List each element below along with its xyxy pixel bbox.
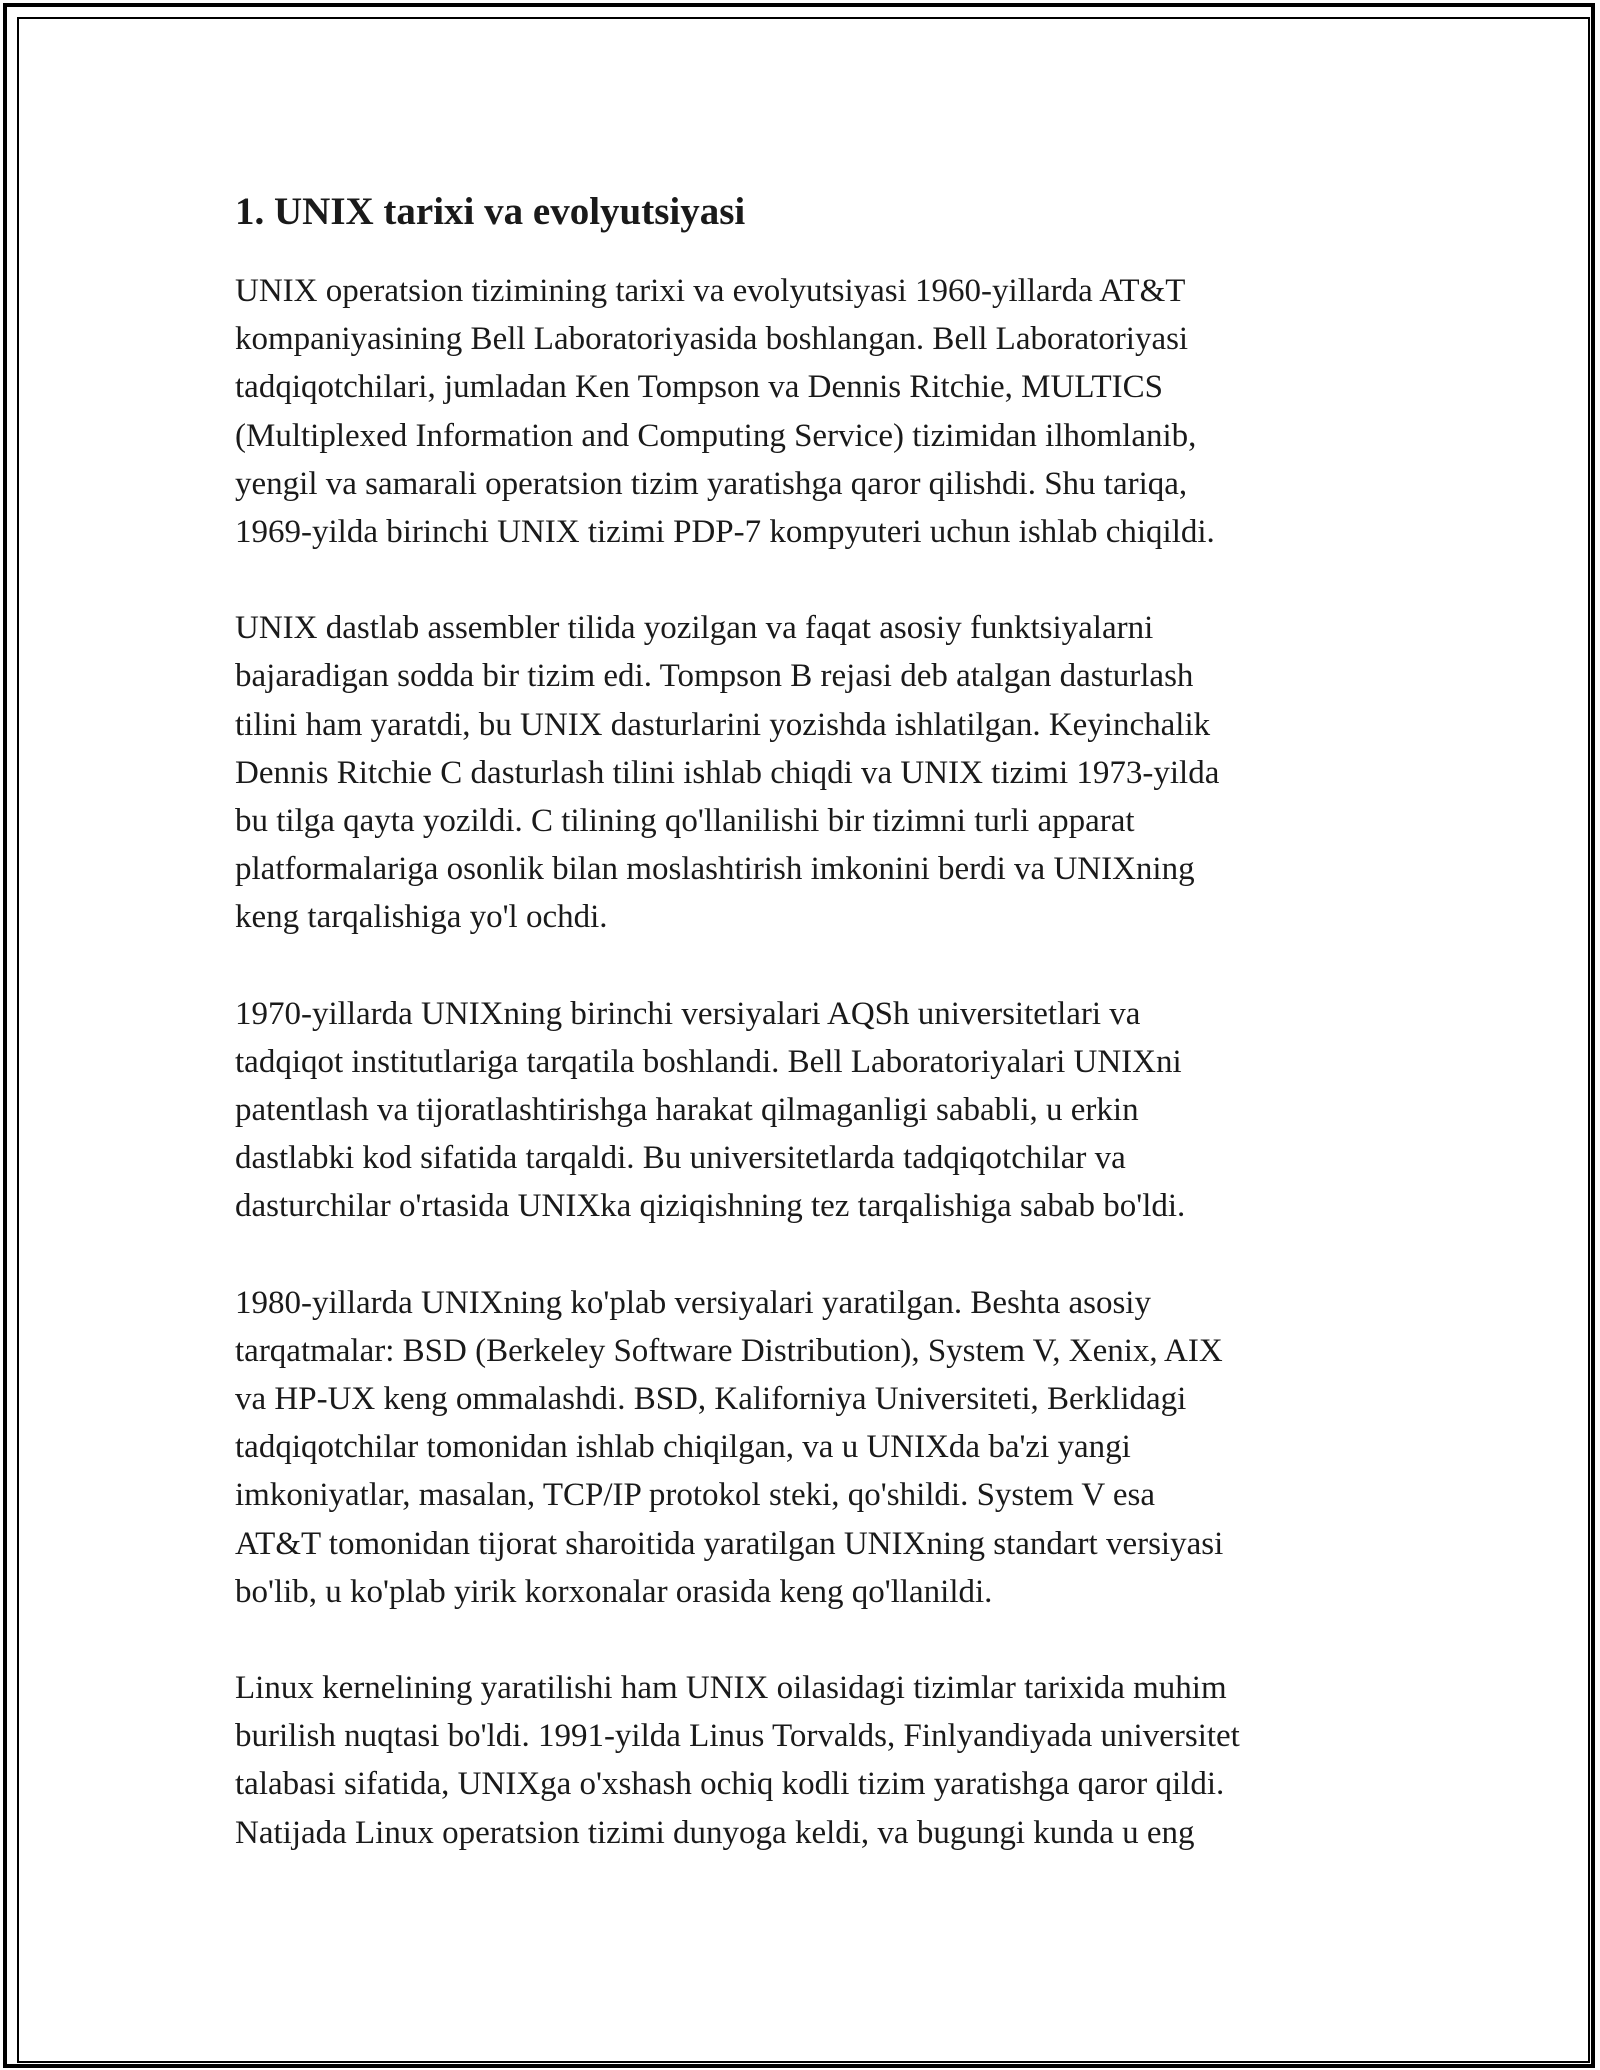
paragraph-4: 1980-yillarda UNIXning ko'plab versiyalari yaratilgan. Beshta asosiy tarqatmalar: BSD (Berkeley Software Distribution), System V, Xenix, AIX va HP-UX keng ommalashdi. BSD, Kaliforniya Universiteti, Berklidagi tadqiqotchilar tomonidan ishlab chiqilgan, va u UNIXda ba'zi yangi imkoniyatlar, masalan, TCP/IP protokol steki, qo'shildi. System V esa AT&T tomonidan tijorat sharoitida yaratilgan UNIXning standart versiyasi bo'lib, u ko'plab yirik korxonalar orasida keng qo'llanildi. xyxy=(235,1284,1224,1610)
paragraph-1: UNIX operatsion tizimining tarixi va evolyutsiyasi 1960-yillarda AT&T kompaniyasining Bell Laboratoriyasida boshlangan. Bell Laboratoriyasi tadqiqotchilari, jumladan Ken Tompson va Dennis Ritchie, MULTICS (Multiplexed Information and Computing Service) tizimidan ilhomlanib, yengil va samarali operatsion tizim yaratishga qaror qilishdi. Shu tariqa, 1969-yilda birinchi UNIX tizimi PDP-7 kompyuteri uchun ishlab chiqildi. xyxy=(235,273,1215,551)
paragraph-2: UNIX dastlab assembler tilida yozilgan va faqat asosiy funktsiyalarni bajaradigan sodda bir tizim edi. Tompson B rejasi deb atalgan dasturlash tilini ham yaratdi, bu UNIX dasturlarini yozishda ishlatilgan. Keyinchalik Dennis Ritchie C dasturlash tilini ishlab chiqdi va UNIX tizimi 1973-yilda bu tilga qayta yozildi. C tilining qo'llanilishi bir tizimni turli apparat platformalariga osonlik bilan moslashtirish imkonini berdi va UNIXning keng tarqalishiga yo'l ochdi. xyxy=(235,610,1220,936)
paragraph-5: Linux kernelining yaratilishi ham UNIX oilasidagi tizimlar tarixida muhim burilish nuqtasi bo'ldi. 1991-yilda Linus Torvalds, Finlyandiyada universitet talabasi sifatida, UNIXga o'xshash ochiq kodli tizim yaratishga qaror qildi. Natijada Linux operatsion tizimi dunyoga keldi, va bugungi kunda u eng xyxy=(235,1670,1240,1851)
section-heading: 1. UNIX tarixi va evolyutsiyasi xyxy=(235,190,746,233)
paragraph-3: 1970-yillarda UNIXning birinchi versiyalari AQSh universitetlari va tadqiqot institutlariga tarqatila boshlandi. Bell Laboratoriyalari UNIXni patentlash va tijoratlashtirishga harakat qilmaganligi sababli, u erkin dastlabki kod sifatida tarqaldi. Bu universitetlarda tadqiqotchilar va dasturchilar o'rtasida UNIXka qiziqishning tez tarqalishiga sabab bo'ldi. xyxy=(235,995,1186,1225)
document-body xyxy=(235,185,1375,1905)
